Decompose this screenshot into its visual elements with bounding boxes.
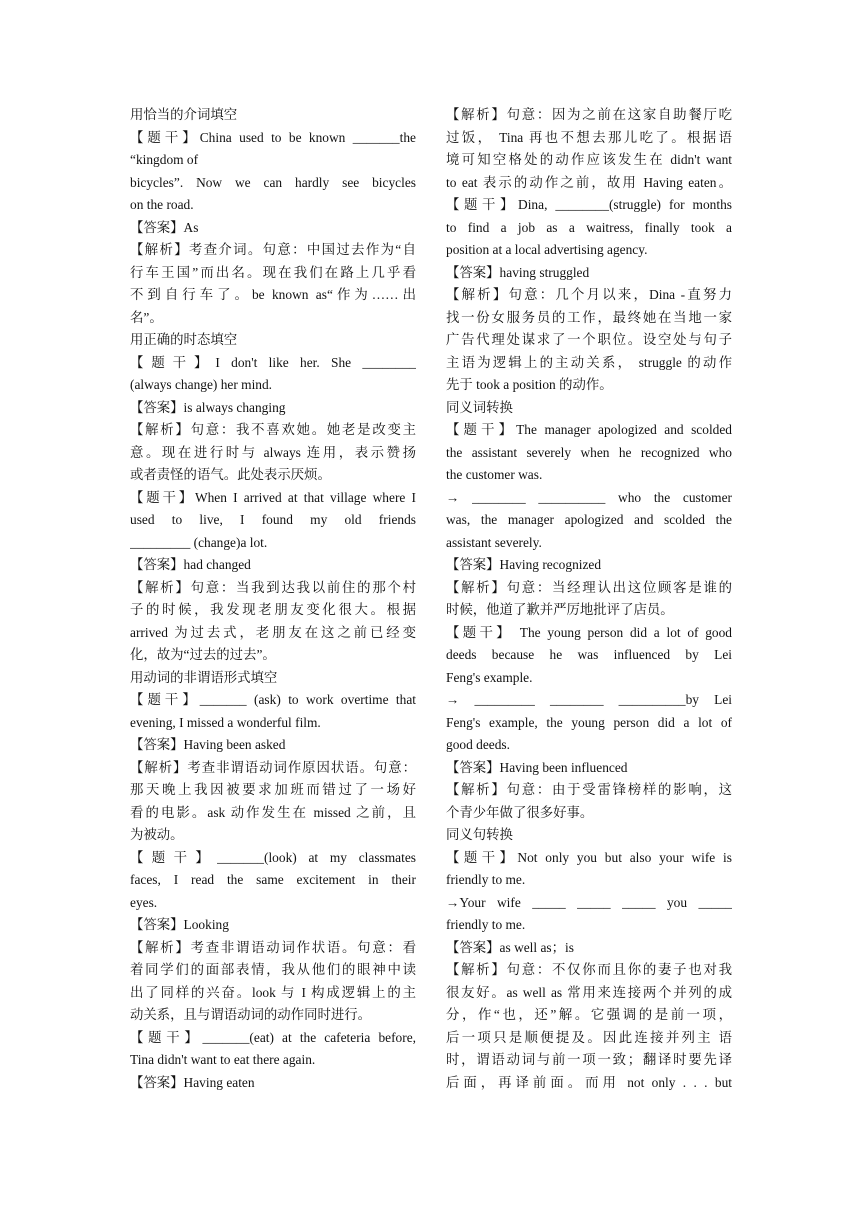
text-line: assistant severely.: [446, 534, 542, 550]
text-line: 境可知空格处的动作应该发生在 didn't want: [446, 152, 732, 167]
text-line: 【题干】The manager apologized and scolded: [446, 422, 732, 437]
text-line: 很友好。as well as 常用来连接两个并列的成: [446, 984, 732, 1000]
text-line: → ________ __________ who the customer: [446, 489, 732, 505]
text-line: 先于 took a position 的动作。: [446, 377, 613, 392]
text-line: 【答案】Looking: [130, 917, 229, 932]
text-line: 【题干】I don't like her. She ________: [130, 354, 416, 370]
text-line: 找一份女服务员的工作，最终她在当地一家: [446, 309, 732, 325]
text-line: →Your wife _____ _____ _____ you _____: [446, 894, 732, 910]
text-line: “kingdom of: [130, 152, 199, 167]
text-line: 【答案】having struggled: [446, 264, 590, 280]
text-line: 【题干】_______(look) at my classmates: [130, 849, 416, 865]
text-line: 【解析】句意：我不喜欢她。她老是改变主: [130, 422, 416, 437]
left-column: [130, 104, 416, 1094]
text-line: 用恰当的介词填空: [130, 107, 238, 122]
text-line: 【答案】Having eaten: [130, 1074, 255, 1090]
text-line: → _________ ________ __________by Lei: [446, 692, 732, 707]
text-line: position at a local advertising agency.: [446, 242, 648, 257]
text-line: 广告代理处谋求了一个职位。设空处与句子: [446, 332, 732, 347]
text-line: 意。现在进行时与 always 连用，表示赞扬: [130, 444, 416, 460]
text-line: 过饭， Tina 再也不想去那儿吃了。根据语: [446, 129, 732, 145]
text-line: 【解析】句意：不仅你而且你的妻子也对我: [446, 962, 732, 977]
text-line: 【题干】China used to be known _______the: [130, 129, 416, 145]
text-line: 【题干】Dina, ________(struggle) for months: [446, 197, 732, 212]
text-line: 【题干】 The young person did a lot of good: [446, 624, 732, 640]
text-line: 看的电影。ask 动作发生在 missed 之前，且: [130, 804, 416, 820]
text-line: 行车王国”而出名。现在我们在路上几乎看: [130, 264, 416, 280]
text-line: 那天晚上我因被要求加班而错过了一场好: [130, 782, 416, 797]
text-line: friendly to me.: [446, 917, 526, 932]
text-line: faces, I read the same excitement in their: [130, 872, 416, 887]
text-line: 【解析】考查非谓语动词作原因状语。句意：: [130, 759, 416, 775]
text-line: good deeds.: [446, 737, 510, 752]
text-line: 不到自行车了。be known as“作为……出: [130, 287, 416, 302]
text-line: to find a job as a waitress, finally took a: [446, 219, 732, 235]
text-line: friendly to me.: [446, 872, 526, 887]
text-line: 【解析】句意：当我到达我以前住的那个村: [130, 579, 416, 595]
text-line: Tina didn't want to eat there again.: [130, 1052, 316, 1067]
text-line: 同义句转换: [446, 827, 513, 842]
text-line: 后一项只是顺便提及。因此连接并列主 语: [446, 1029, 732, 1045]
text-line: was, the manager apologized and scolded the: [446, 512, 732, 527]
text-line: to eat 表示的动作之前，故用 Having eaten。: [446, 174, 732, 190]
text-line: 后面，再译前面。而用 not only . . . but: [446, 1074, 732, 1090]
text-line: bicycles”. Now we can hardly see bicycles: [130, 174, 416, 190]
text-line: 主语为逻辑上的主动关系， struggle 的动作: [446, 354, 732, 370]
text-line: Feng's example.: [446, 669, 533, 685]
text-line: 【答案】As: [130, 219, 199, 235]
text-line: 为被动。: [130, 827, 184, 842]
text-line: 【题干】_______(eat) at the cafeteria before,: [130, 1029, 416, 1045]
text-line: 【题干】Not only you but also your wife is: [446, 849, 732, 865]
text-line: the assistant severely when he recognized who: [446, 444, 732, 460]
text-line: 名”。: [130, 309, 163, 325]
text-line: the customer was.: [446, 467, 543, 482]
text-line: (always change) her mind.: [130, 377, 273, 392]
text-line: 动关系，且与谓语动词的动作同时进行。: [130, 1007, 372, 1022]
text-line: 【答案】is always changing: [130, 399, 286, 415]
text-line: 时，谓语动词与前一项一致；翻译时要先译: [446, 1052, 732, 1067]
text-line: 同义词转换: [446, 399, 513, 415]
text-line: 分，作“也，还”解。它强调的是前一项，: [446, 1007, 732, 1022]
text-line: 出了同样的兴奋。look 与 I 构成逻辑上的主: [130, 984, 416, 1000]
text-line: arrived 为过去式，老朋友在这之前已经变: [130, 624, 416, 640]
text-line: 【题干】When I arrived at that village where I: [130, 489, 416, 505]
text-line: on the road.: [130, 197, 194, 212]
text-line: _________ (change)a lot.: [130, 534, 268, 550]
right-column: [446, 104, 732, 1094]
text-line: 【答案】Having been asked: [130, 737, 286, 752]
text-line: eyes.: [130, 894, 158, 910]
text-line: 【解析】考查介词。句意：中国过去作为“自: [130, 242, 416, 257]
text-line: 子的时候，我发现老朋友变化很大。根据: [130, 602, 416, 617]
text-line: 【题干】_______ (ask) to work overtime that: [130, 692, 416, 707]
text-line: 【答案】had changed: [130, 557, 251, 572]
text-line: 【解析】句意：由于受雷锋榜样的影响，这: [446, 782, 732, 797]
text-line: 【解析】句意：几个月以来，Dina -直努力: [446, 287, 732, 302]
text-line: 【答案】Having recognized: [446, 557, 602, 572]
text-line: 化，故为“过去的过去”。: [130, 647, 276, 662]
text-line: 【答案】Having been influenced: [446, 759, 628, 775]
text-line: deeds because he was influenced by Lei: [446, 647, 732, 662]
text-line: evening, I missed a wonderful film.: [130, 714, 321, 730]
text-line: Feng's example, the young person did a lot of: [446, 714, 732, 730]
text-line: 用动词的非谓语形式填空: [130, 669, 278, 685]
text-line: used to live, I found my old friends: [130, 512, 416, 527]
text-line: 【解析】考查非谓语动词作状语。句意：看: [130, 939, 416, 955]
text-line: 或者责怪的语气。此处表示厌烦。: [130, 467, 331, 482]
text-line: 【答案】as well as；is: [446, 939, 574, 955]
text-line: 【解析】句意：因为之前在这家自助餐厅吃: [446, 107, 732, 122]
text-line: 个青少年做了很多好事。: [446, 804, 594, 820]
text-line: 【解析】句意：当经理认出这位顾客是谁的: [446, 579, 732, 595]
text-line: 用正确的时态填空: [130, 332, 238, 347]
text-line: 着同学们的面部表情，我从他们的眼神中读: [130, 962, 416, 977]
text-line: 时候，他道了歉并严厉地批评了店员。: [446, 602, 674, 617]
